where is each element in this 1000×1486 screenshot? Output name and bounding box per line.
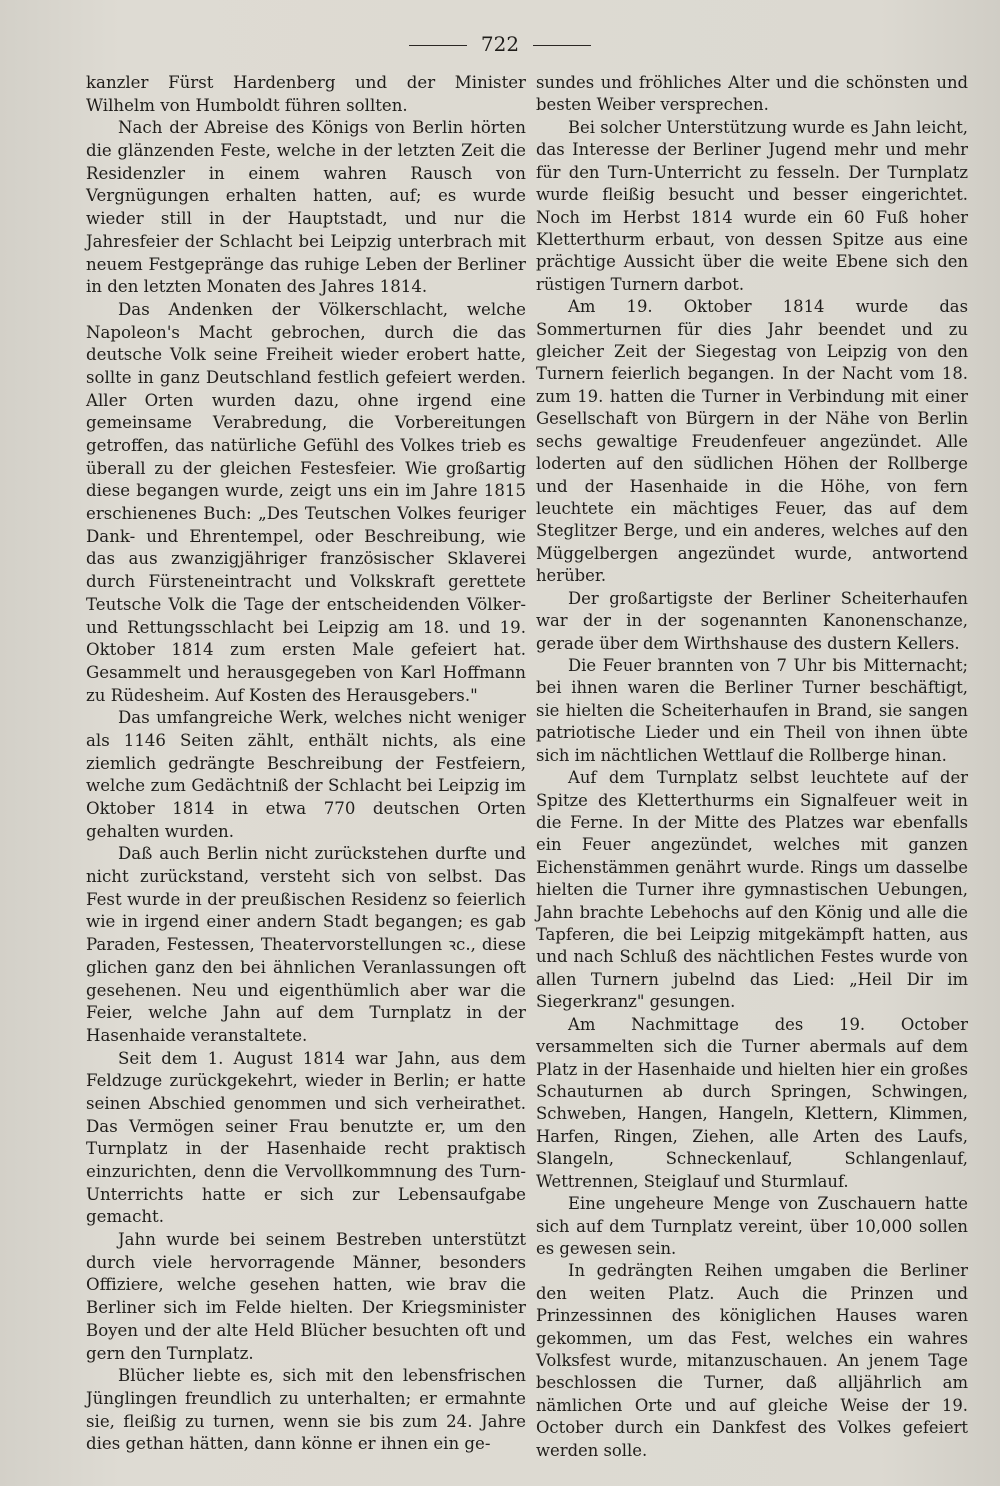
paragraph: Der großartigste der Berliner Scheiterhaufen war der in der sogenannten Kanonenschanze, gerade über dem Wirthshause des dustern Kellers. [536, 588, 968, 653]
left-column [86, 72, 526, 1456]
paragraph: Bei solcher Unterstützung wurde es Jahn leicht, das Interesse der Berliner Jugend mehr und mehr für den Turn-Unterricht zu fesseln. Der Turnplatz wurde fleißig besucht und besser eingerichtet. Noch im Herbst 1814 wurde ein 60 Fuß hoher Kletterthurm erbaut, von dessen Spitze aus eine prächtige Aussicht über die weite Ebene sich den rüstigen Turnern darbot. [536, 117, 968, 294]
paragraph: Jahn wurde bei seinem Bestreben unterstützt durch viele hervorragende Männer, besonders Offiziere, welche gesehen hatten, wie brav die Berliner sich im Felde hielten. Der Kriegsminister Boyen und der alte Held Blücher besuchten oft und gern den Turnplatz. [86, 1230, 526, 1363]
paragraph: kanzler Fürst Hardenberg und der Minister Wilhelm von Humboldt führen sollten. [86, 73, 526, 115]
page-number: 722 [480, 32, 520, 56]
paragraph: Das Andenken der Völkerschlacht, welche Napoleon's Macht gebrochen, durch die das deutsche Volk seine Freiheit wieder erobert hatte, sollte in ganz Deutschland festlich gefeiert werden. Aller Orten wurden dazu, ohne irgend eine gemeinsame Verabredung, die Vorbereitungen getroffen, das natürliche Gefühl des Volkes trieb es überall zu der gleichen Festesfeier. Wie großartig diese begangen wurde, zeigt uns ein im Jahre 1815 erschienenes Buch: „Des Teutschen Volkes feuriger Dank- und Ehrentempel, oder Beschreibung, wie das aus zwanzigjähriger französischer Sklaverei durch Fürsteneintracht und Volkskraft gerettete Teutsche Volk die Tage der entscheidenden Völker- und Rettungsschlacht bei Leipzig am 18. und 19. Oktober 1814 zum ersten Male gefeiert hat. Gesammelt und herausgegeben von Karl Hoffmann zu Rüdesheim. Auf Kosten des Herausgebers." [86, 299, 526, 705]
paragraph: sundes und fröhliches Alter und die schönsten und besten Weiber versprechen. [536, 73, 968, 115]
paragraph: Die Feuer brannten von 7 Uhr bis Mitternacht; bei ihnen waren die Berliner Turner beschäftigt, sie hielten die Scheiterhaufen in Brand, sie sangen patriotische Lieder und ein Theil von ihnen übte sich im nächtlichen Wettlauf die Rollberge hinan. [536, 655, 968, 765]
header-rule-right [533, 45, 591, 46]
paragraph: Nach der Abreise des Königs von Berlin hörten die glänzenden Feste, welche in der letzten Zeit die Residenzler in einem wahren Rausch von Vergnügungen erhalten hatten, auf; es wurde wieder still in der Hauptstadt, und nur die Jahresfeier der Schlacht bei Leipzig unterbrach mit neuem Festgepränge das ruhige Leben der Berliner in den letzten Monaten des Jahres 1814. [86, 118, 526, 297]
paragraph: Am 19. Oktober 1814 wurde das Sommerturnen für dies Jahr beendet und zu gleicher Zeit der Siegestag von Leipzig von den Turnern feierlich begangen. In der Nacht vom 18. zum 19. hatten die Turner in Verbindung mit einer Gesellschaft von Bürgern in der Nähe von Berlin sechs gewaltige Freudenfeuer angezündet. Alle loderten auf den südlichen Höhen der Rollberge und der Hasenhaide in die Höhe, von fern leuchtete ein mächtiges Feuer, das auf dem Steglitzer Berge, und ein anderes, welches auf den Müggelbergen angezündet wurde, antwortend herüber. [536, 297, 968, 586]
paragraph: Daß auch Berlin nicht zurückstehen durfte und nicht zurückstand, versteht sich von selbst. Das Fest wurde in der preußischen Residenz so feierlich wie in irgend einer andern Stadt begangen; es gab Paraden, Festessen, Theatervorstellungen ꝛc., diese glichen ganz den bei ähnlichen Veranlassungen oft gesehenen. Neu und eigenthümlich aber war die Feier, welche Jahn auf dem Turnplatz in der Hasenhaide veranstaltete. [86, 844, 526, 1045]
paragraph: Eine ungeheure Menge von Zuschauern hatte sich auf dem Turnplatz vereint, über 10,000 sollen es gewesen sein. [536, 1194, 968, 1258]
right-column [536, 72, 968, 1462]
paragraph: Am Nachmittage des 19. October versammelten sich die Turner abermals auf dem Platz in der Hasenhaide und hielten hier ein großes Schauturnen ab durch Springen, Schwingen, Schweben, Hangen, Hangeln, Klettern, Klimmen, Harfen, Ringen, Ziehen, alle Arten des Laufs, Slangeln, Schneckenlauf, Schlangenlauf, Wettrennen, Steiglauf und Sturmlauf. [536, 1014, 968, 1191]
paragraph: Das umfangreiche Werk, welches nicht weniger als 1146 Seiten zählt, enthält nichts, als eine ziemlich gedrängte Beschreibung der Festfeiern, welche zum Gedächtniß der Schlacht bei Leipzig im Oktober 1814 in etwa 770 deutschen Orten gehalten wurden. [86, 708, 526, 841]
paragraph: Blücher liebte es, sich mit den lebensfrischen Jünglingen freundlich zu unterhalten; er ermahnte sie, fleißig zu turnen, wenn sie bis zum 24. Jahre dies gethan hätten, dann könne er ihnen ein ge- [86, 1366, 526, 1454]
header-rule-left [409, 45, 467, 46]
paragraph: Seit dem 1. August 1814 war Jahn, aus dem Feldzuge zurückgekehrt, wieder in Berlin; er hatte seinen Abschied genommen und sich verheirathet. Das Vermögen seiner Frau benutzte er, um den Turnplatz in der Hasenhaide recht praktisch einzurichten, denn die Vervollkommnung des Turn-Unterrichts hatte er sich zur Lebensaufgabe gemacht. [86, 1048, 526, 1227]
paragraph: In gedrängten Reihen umgaben die Berliner den weiten Platz. Auch die Prinzen und Prinzessinnen des königlichen Hauses waren gekommen, um das Fest, welches ein wahres Volksfest wurde, mitanzuschauen. An jenem Tage beschlossen die Turner, daß alljährlich am nämlichen Orte und auf gleiche Weise der 19. October durch ein Dankfest des Volkes gefeiert werden solle. [536, 1261, 968, 1460]
page-header [0, 32, 1000, 56]
paragraph: Auf dem Turnplatz selbst leuchtete auf der Spitze des Kletterthurms ein Signalfeuer weit in die Ferne. In der Mitte des Platzes war ebenfalls ein Feuer angezündet, welches mit ganzen Eichenstämmen genährt wurde. Rings um dasselbe hielten die Turner ihre gymnastischen Uebungen, Jahn brachte Lebehochs auf den König und alle die Tapferen, die bei Leipzig mitgekämpft hatten, aus und nach Schluß des nächtlichen Festes wurde von allen Turnern jubelnd das Lied: „Heil Dir im Siegerkranz" gesungen. [536, 768, 968, 1012]
